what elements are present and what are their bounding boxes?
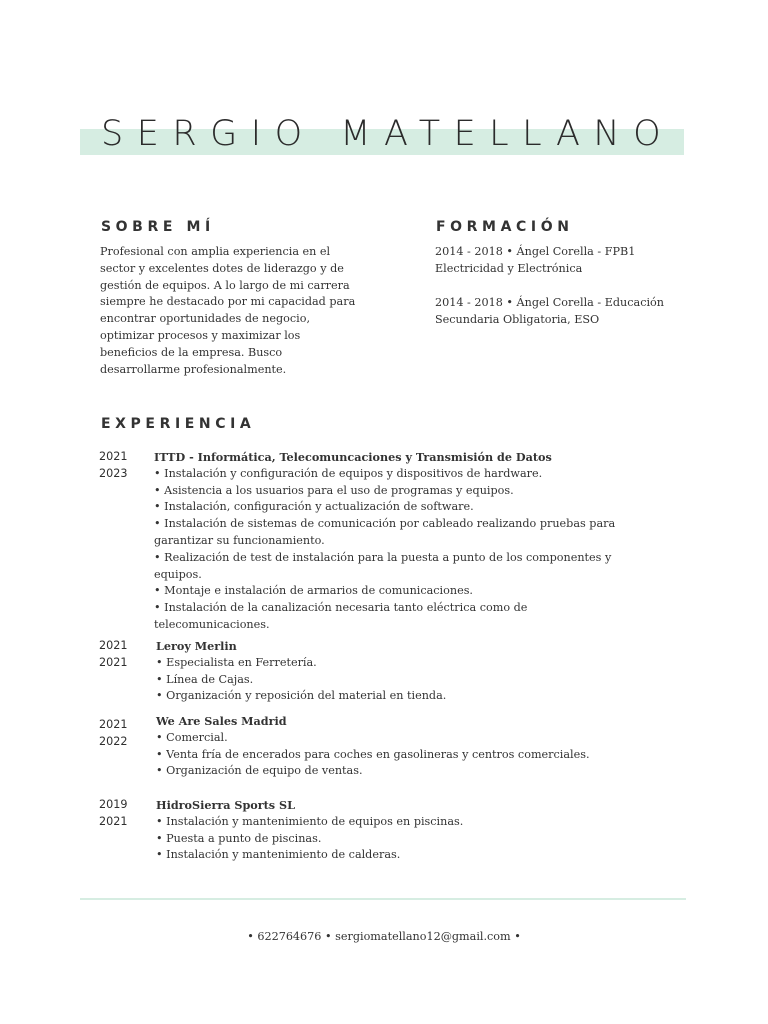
education-line: Secundaria Obligatoria, ESO: [435, 312, 600, 326]
job-line: equipos.: [154, 567, 202, 581]
job-end-year: 2021: [99, 815, 128, 828]
education-heading: FORMACIÓN: [436, 219, 574, 235]
job-end-year: 2022: [99, 735, 128, 748]
job-entry: [156, 797, 686, 864]
about-line: siempre he destacado por mi capacidad para: [100, 295, 356, 309]
footer-divider: [80, 898, 686, 900]
job-line: • Instalación de la canalización necesaria tanto eléctrica como de: [154, 601, 528, 615]
job-start-year: 2021: [99, 639, 128, 652]
job-line: • Línea de Cajas.: [156, 672, 254, 686]
contact-footer: • 622764676 • sergiomatellano12@gmail.com •: [247, 930, 521, 943]
job-line: • Puesta a punto de piscinas.: [156, 831, 322, 845]
about-text: [100, 244, 400, 378]
job-line: • Realización de test de instalación para la puesta a punto de los componentes y: [154, 550, 612, 564]
education-item: [435, 244, 705, 278]
education-line: 2014 - 2018 • Ángel Corella - Educación: [435, 296, 664, 309]
job-line: • Instalación y mantenimiento de calderas.: [156, 848, 401, 862]
job-title: Leroy Merlin: [156, 639, 237, 653]
job-line: • Asistencia a los usuarios para el uso de programas y equipos.: [154, 483, 514, 497]
job-end-year: 2021: [99, 656, 128, 669]
about-line: beneficios de la empresa. Busco: [100, 345, 283, 359]
job-line: • Organización y reposición del material en tienda.: [156, 689, 447, 703]
about-line: desarrollarme profesionalmente.: [100, 362, 287, 376]
about-heading: SOBRE MÍ: [101, 219, 215, 235]
job-line: • Instalación y mantenimiento de equipos en piscinas.: [156, 814, 464, 828]
experience-heading: EXPERIENCIA: [101, 416, 256, 432]
about-line: optimizar procesos y maximizar los: [100, 328, 301, 342]
job-line: telecomunicaciones.: [154, 617, 270, 631]
education-line: Electricidad y Electrónica: [435, 261, 583, 275]
job-entry: [154, 449, 684, 634]
job-title: HidroSierra Sports SL: [156, 798, 295, 812]
job-start-year: 2019: [99, 798, 128, 811]
job-line: • Montaje e instalación de armarios de comunicaciones.: [154, 584, 473, 598]
job-line: • Instalación de sistemas de comunicación por cableado realizando pruebas para: [154, 517, 616, 531]
about-line: Profesional con amplia experiencia en el: [100, 245, 331, 258]
education-item: [435, 295, 705, 329]
candidate-name: SERGIO MATELLANO: [101, 114, 675, 154]
job-line: • Especialista en Ferretería.: [156, 655, 317, 669]
job-line: • Venta fría de encerados para coches en gasolineras y centros comerciales.: [156, 747, 590, 761]
job-line: • Instalación, configuración y actualización de software.: [154, 500, 474, 514]
job-title: We Are Sales Madrid: [156, 714, 287, 728]
about-line: encontrar oportunidades de negocio,: [100, 312, 311, 326]
job-end-year: 2023: [99, 467, 128, 480]
job-line: garantizar su funcionamiento.: [154, 533, 325, 547]
job-line: • Comercial.: [156, 730, 228, 744]
about-line: sector y excelentes dotes de liderazgo y de: [100, 261, 344, 275]
about-line: gestión de equipos. A lo largo de mi carrera: [100, 278, 350, 292]
job-entry: [156, 638, 686, 705]
job-line: • Instalación y configuración de equipos y dispositivos de hardware.: [154, 466, 543, 480]
job-start-year: 2021: [99, 718, 128, 731]
job-entry: [156, 713, 686, 780]
job-line: • Organización de equipo de ventas.: [156, 764, 363, 778]
job-title: ITTD - Informática, Telecomuncaciones y Transmisión de Datos: [154, 450, 552, 464]
education-line: 2014 - 2018 • Ángel Corella - FPB1: [435, 245, 636, 258]
job-start-year: 2021: [99, 450, 128, 463]
